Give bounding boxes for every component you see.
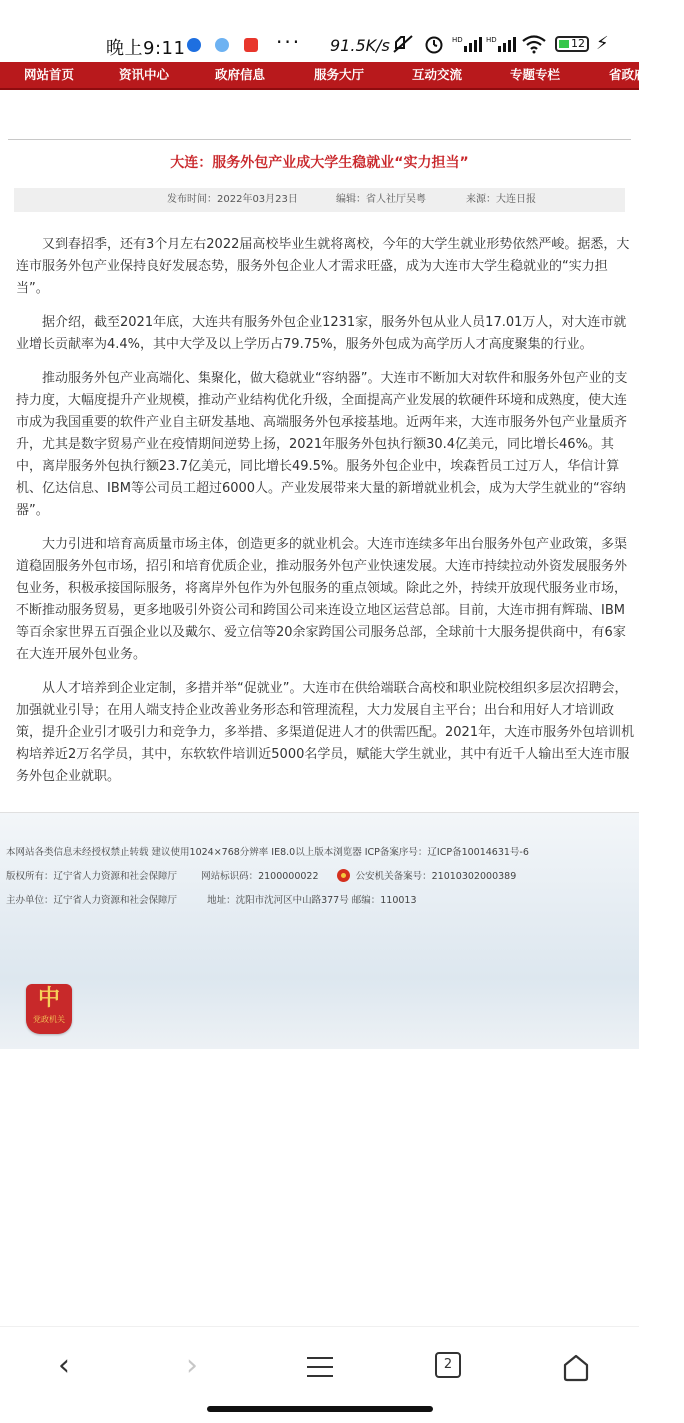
app-icon-red xyxy=(244,38,258,52)
footer-sponsor-line xyxy=(6,892,417,906)
article-meta xyxy=(14,188,625,212)
party-government-logo[interactable]: 中 党政机关 xyxy=(26,984,72,1034)
article-divider xyxy=(8,139,631,140)
footer-owner: 版权所有：辽宁省人力资源和社会保障厅 xyxy=(6,871,178,882)
tabs-button[interactable] xyxy=(428,1347,468,1387)
home-icon xyxy=(560,1351,592,1383)
menu-icon xyxy=(307,1357,333,1359)
footer-site-id: 网站标识码：2100000022 xyxy=(201,871,319,882)
gesture-bar[interactable] xyxy=(207,1406,433,1412)
police-badge-icon xyxy=(337,869,350,882)
nav-gov-info[interactable]: 政府信息 xyxy=(214,67,265,82)
footer-address: 地址：沈阳市沈河区中山路377号 邮编：110013 xyxy=(207,895,417,906)
main-nav xyxy=(0,62,659,90)
footer-owner-line xyxy=(6,868,516,882)
alarm-icon xyxy=(423,34,445,59)
footer-police-record[interactable]: 公安机关备案号：21010302000389 xyxy=(355,871,517,882)
svg-text:HD: HD xyxy=(452,36,463,44)
nav-home[interactable]: 网站首页 xyxy=(23,67,74,82)
network-speed: 91.5K/s xyxy=(330,36,390,55)
publish-date: 发布时间：2022年03月23日 xyxy=(167,194,298,205)
nav-province-letters[interactable]: 省政府信 xyxy=(608,67,659,82)
paragraph: 推动服务外包产业高端化、集聚化，做大稳就业“容纳器”。大连市不断加大对软件和服务外包产业的支持力度，大幅度提升产业规模，推动产业结构优化升级，全面提高产业发展的软硬件环境和成熟度，使大连市成为我国重要的软件产业自主研发基地、高端服务外包承接基地。近两年来，大连市服务外包产业量质齐升，尤其是数字贸易产业在疫情期间逆势上扬，2021年服务外包执行额30.4亿美元，同比增长46%。其中，离岸服务外包执行额23.7亿美元，同比增长49.5%。服务外包企业中，埃森哲员工过万人，华信计算机、亿达信息、IBM等公司员工超过6000人。产业发展带来大量的新增就业机会，成为大学生就业的“容纳器”。 xyxy=(16,371,628,518)
source: 来源：大连日报 xyxy=(466,194,536,205)
wifi-icon xyxy=(521,34,547,59)
logo-emblem-icon: 中 xyxy=(37,986,60,1011)
app-icon-light-blue xyxy=(215,38,229,52)
paragraph: 又到春招季，还有3个月左右2022届高校毕业生就将离校，今年的大学生就业形势依然严峻。据悉，大连市服务外包产业保持良好发展态势，服务外包企业人才需求旺盛，成为大连市大学生稳就业的“实力担当”。 xyxy=(16,237,630,296)
article-title: 大连：服务外包产业成大学生稳就业“实力担当” xyxy=(170,155,469,171)
nav-special-topics[interactable]: 专题专栏 xyxy=(509,67,560,82)
status-bar xyxy=(0,0,639,62)
footer-copyright-notice: 本网站各类信息未经授权禁止转载 建议使用1024×768分辨率 IE8.0以上版本浏览器 ICP备案序号：辽ICP备10014631号-6 xyxy=(6,847,529,858)
charging-icon: ⚡ xyxy=(596,33,609,54)
nav-service-hall[interactable]: 服务大厅 xyxy=(313,67,364,82)
more-notifications: ··· xyxy=(276,30,302,54)
paragraph: 从人才培养到企业定制，多措并举“促就业”。大连市在供给端联合高校和职业院校组织多层次招聘会，加强就业引导；在用人端支持企业改善业务形态和管理流程，大力发展自主平台；出台和用好人才培训政策，提升企业引才吸引力和竞争力，多举措、多渠道促进人才的供需匹配。2021年，大连市服务外包培训机构培养近2万名学员，其中，东软软件培训近5000名学员，赋能大学生就业，其中有近千人输出至大连市服务外包企业就职。 xyxy=(16,681,635,784)
svg-text:HD: HD xyxy=(486,36,497,44)
mute-icon xyxy=(392,34,414,59)
hd-signal-icon xyxy=(486,34,518,59)
nav-news-center[interactable]: 资讯中心 xyxy=(118,67,169,82)
footer-sponsor: 主办单位：辽宁省人力资源和社会保障厅 xyxy=(6,895,178,906)
battery-icon: 12 xyxy=(555,36,589,52)
site-footer xyxy=(0,812,639,1049)
editor: 编辑：省人社厅吴粤 xyxy=(336,194,426,205)
clock: 晚上9:11 xyxy=(106,38,186,59)
nav-interaction[interactable]: 互动交流 xyxy=(411,67,462,82)
menu-button[interactable] xyxy=(300,1347,340,1387)
article-body xyxy=(16,234,636,800)
home-button[interactable] xyxy=(556,1347,596,1387)
forward-button[interactable]: › xyxy=(186,1348,198,1383)
tab-count: 2 xyxy=(435,1352,461,1378)
app-icon-blue xyxy=(187,38,201,52)
paragraph: 大力引进和培育高质量市场主体，创造更多的就业机会。大连市连续多年出台服务外包产业政策，多渠道稳固服务外包市场，招引和培育优质企业，推动服务外包产业快速发展。大连市持续拉动外资发展服务外包业务，积极承接国际服务，将离岸外包作为外包服务的重点领域。除此之外，持续开放现代服务业市场，不断推动服务贸易，更多地吸引外资公司和跨国公司来连设立地区运营总部。目前，大连市拥有辉瑞、IBM等百余家世界五百强企业以及戴尔、爱立信等20余家跨国公司服务总部，全球前十大服务提供商中，有6家在大连开展外包业务。 xyxy=(16,537,628,662)
hd-signal-icon xyxy=(452,34,484,59)
back-button[interactable]: ‹ xyxy=(58,1348,70,1383)
paragraph: 据介绍，截至2021年底，大连共有服务外包企业1231家，服务外包从业人员17.01万人，对大连市就业增长贡献率为4.4%，其中大学及以上学历占79.75%，服务外包成为高学历人才高度聚集的行业。 xyxy=(16,315,627,352)
